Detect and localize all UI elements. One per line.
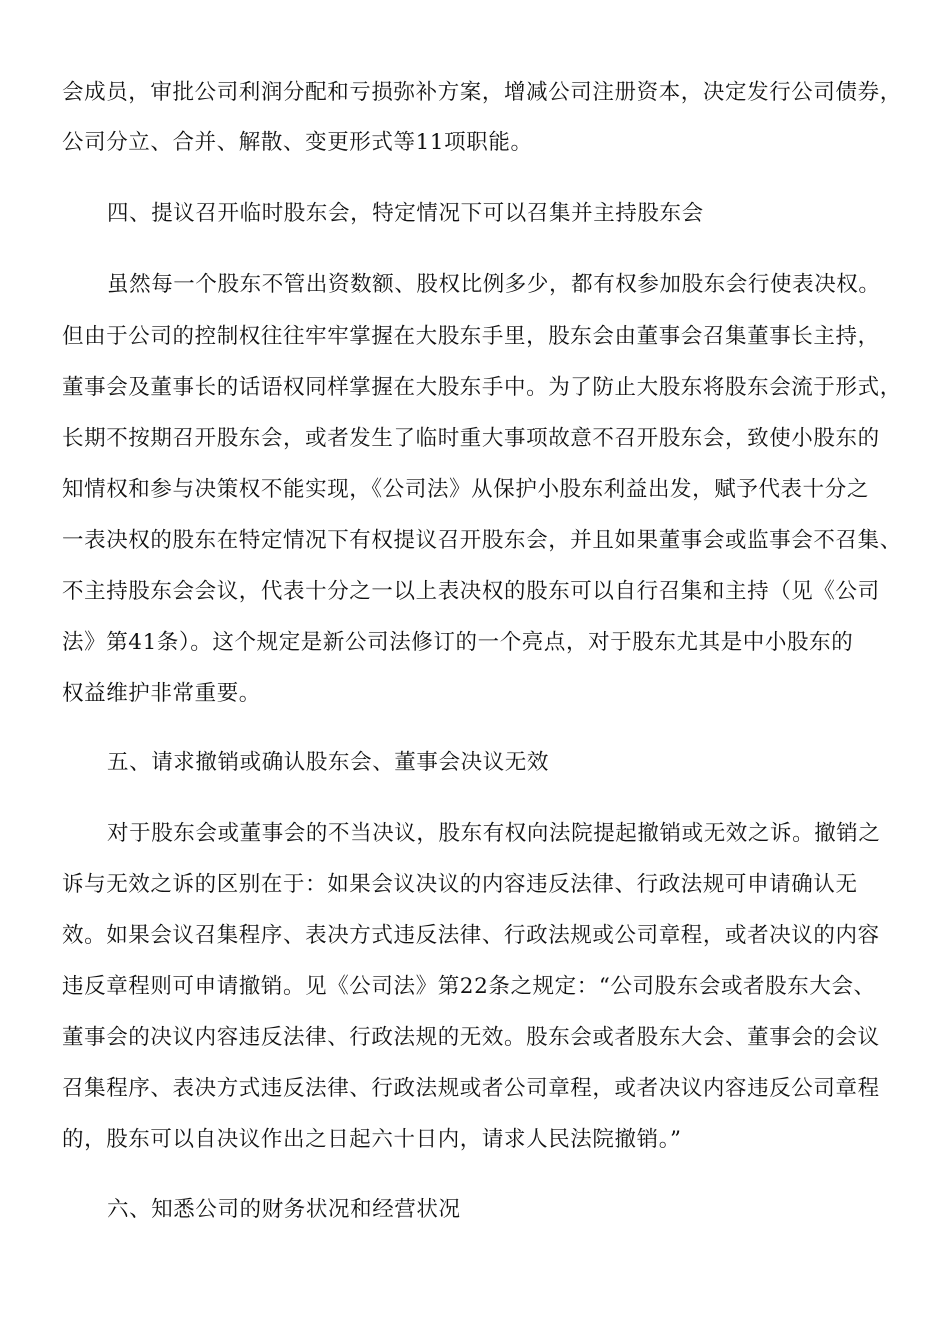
- paragraph-line: 的，股东可以自决议作出之日起六十日内，请求人民法院撤销。”: [62, 1127, 682, 1152]
- paragraph-line: 长期不按期召开股东会，或者发生了临时重大事项故意不召开股东会，致使小股东的: [62, 426, 880, 451]
- paragraph-line: 权益维护非常重要。: [62, 681, 261, 706]
- paragraph-line: 董事会及董事长的话语权同样掌握在大股东手中。为了防止大股东将股东会流于形式，: [62, 375, 902, 400]
- section-heading-4: 四、提议召开临时股东会，特定情况下可以召集并主持股东会: [107, 201, 704, 226]
- paragraph-line: 违反章程则可申请撤销。见《公司法》第22条之规定：“公司股东会或者股东大会、: [62, 974, 876, 999]
- paragraph-line: 虽然每一个股东不管出资数额、股权比例多少，都有权参加股东会行使表决权。: [107, 272, 881, 297]
- paragraph-line: 召集程序、表决方式违反法律、行政法规或者公司章程，或者决议内容违反公司章程: [62, 1076, 880, 1101]
- paragraph-line: 董事会的决议内容违反法律、行政法规的无效。股东会或者股东大会、董事会的会议: [62, 1025, 880, 1050]
- paragraph-line: 对于股东会或董事会的不当决议，股东有权向法院提起撤销或无效之诉。撤销之: [107, 821, 881, 846]
- paragraph-line: 公司分立、合并、解散、变更形式等11项职能。: [62, 130, 533, 155]
- section-heading-5: 五、请求撤销或确认股东会、董事会决议无效: [107, 750, 550, 775]
- paragraph-line: 但由于公司的控制权往往牢牢掌握在大股东手里，股东会由董事会召集董事长主持，: [62, 324, 880, 349]
- paragraph-line: 效。如果会议召集程序、表决方式违反法律、行政法规或公司章程，或者决议的内容: [62, 923, 880, 948]
- paragraph-line: 法》第41条）。这个规定是新公司法修订的一个亮点，对于股东尤其是中小股东的: [62, 630, 854, 655]
- paragraph-line: 诉与无效之诉的区别在于：如果会议决议的内容违反法律、行政法规可申请确认无: [62, 872, 858, 897]
- paragraph-line: 知情权和参与决策权不能实现，《公司法》从保护小股东利益出发，赋予代表十分之: [62, 477, 869, 502]
- paragraph-line: 不主持股东会会议，代表十分之一以上表决权的股东可以自行召集和主持（见《公司: [62, 579, 880, 604]
- section-heading-6: 六、知悉公司的财务状况和经营状况: [107, 1197, 461, 1222]
- paragraph-line: 会成员，审批公司利润分配和亏损弥补方案，增减公司注册资本，决定发行公司债券，: [62, 80, 902, 105]
- paragraph-line: 一表决权的股东在特定情况下有权提议召开股东会，并且如果董事会或监事会不召集、: [62, 528, 902, 553]
